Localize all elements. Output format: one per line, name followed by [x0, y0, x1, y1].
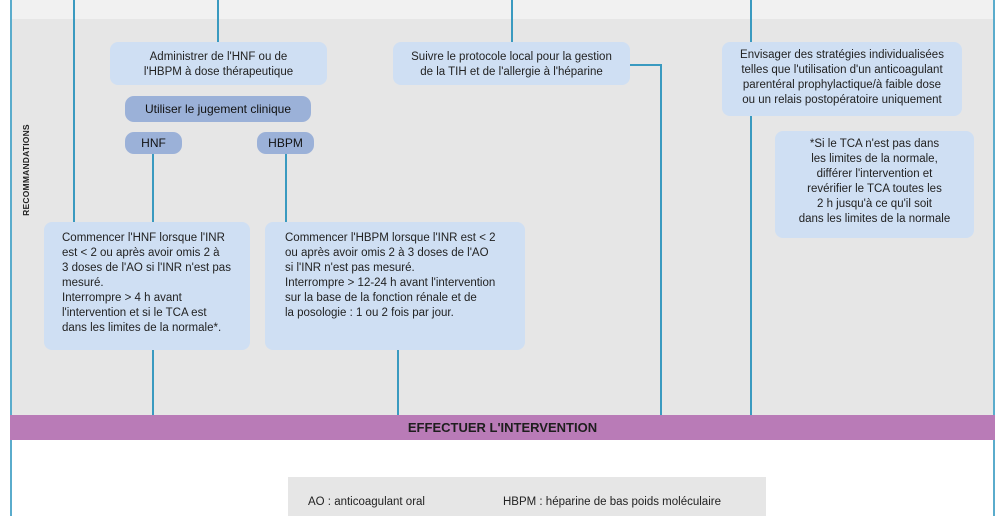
connector-line: [152, 153, 154, 223]
tca-note-box: *Si le TCA n'est pas dans les limites de la normale, différer l'intervention et revérifier le TCA toutes les 2 h jusqu'à ce qu'il soit dans les limites de la normale: [775, 131, 974, 238]
administer-box: Administrer de l'HNF ou de l'HBPM à dose thérapeutique: [110, 42, 327, 85]
connector-line: [285, 153, 287, 223]
hbpm-pill: HBPM: [257, 132, 314, 154]
connector-line: [73, 0, 75, 222]
legend-ao: AO : anticoagulant oral: [308, 496, 425, 508]
procedure-bar-label: EFFECTUER L'INTERVENTION: [407, 420, 598, 435]
connector-line: [511, 0, 513, 42]
connector-line: [217, 0, 219, 42]
connector-line: [628, 64, 662, 66]
legend-hbpm: HBPM : héparine de bas poids moléculaire: [503, 496, 721, 508]
connector-line: [397, 348, 399, 415]
procedure-bar: [10, 415, 995, 440]
connector-line: [660, 64, 662, 415]
hbpm-start-box: Commencer l'HBPM lorsque l'INR est < 2 ou après avoir omis 2 à 3 doses de l'AO si l'INR n'est pas mesuré. Interrompre > 12-24 h avant l'intervention sur la base de la fonction rénale et de la posologie : 1 ou 2 fois par jour.: [265, 222, 525, 350]
tih-protocol-box: Suivre le protocole local pour la gestion de la TIH et de l'allergie à l'héparine: [393, 42, 630, 85]
clinical-judgment-pill: Utiliser le jugement clinique: [125, 96, 311, 122]
individualized-strategy-box: Envisager des stratégies individualisées telles que l'utilisation d'un anticoagulant parentéral prophylactique/à faible dose ou un relais postopératoire uniquement: [722, 42, 962, 116]
side-label-text: RECOMMANDATIONS: [21, 124, 31, 216]
top-band: [10, 0, 995, 19]
hnf-start-box: Commencer l'HNF lorsque l'INR est < 2 ou après avoir omis 2 à 3 doses de l'AO si l'INR n'est pas mesuré. Interrompre > 4 h avant l'intervention et si le TCA est dans les limites de la normale*.: [44, 222, 250, 350]
side-label: [8, 124, 44, 216]
hnf-pill: HNF: [125, 132, 182, 154]
legend-box: [288, 477, 766, 516]
connector-line: [152, 348, 154, 415]
